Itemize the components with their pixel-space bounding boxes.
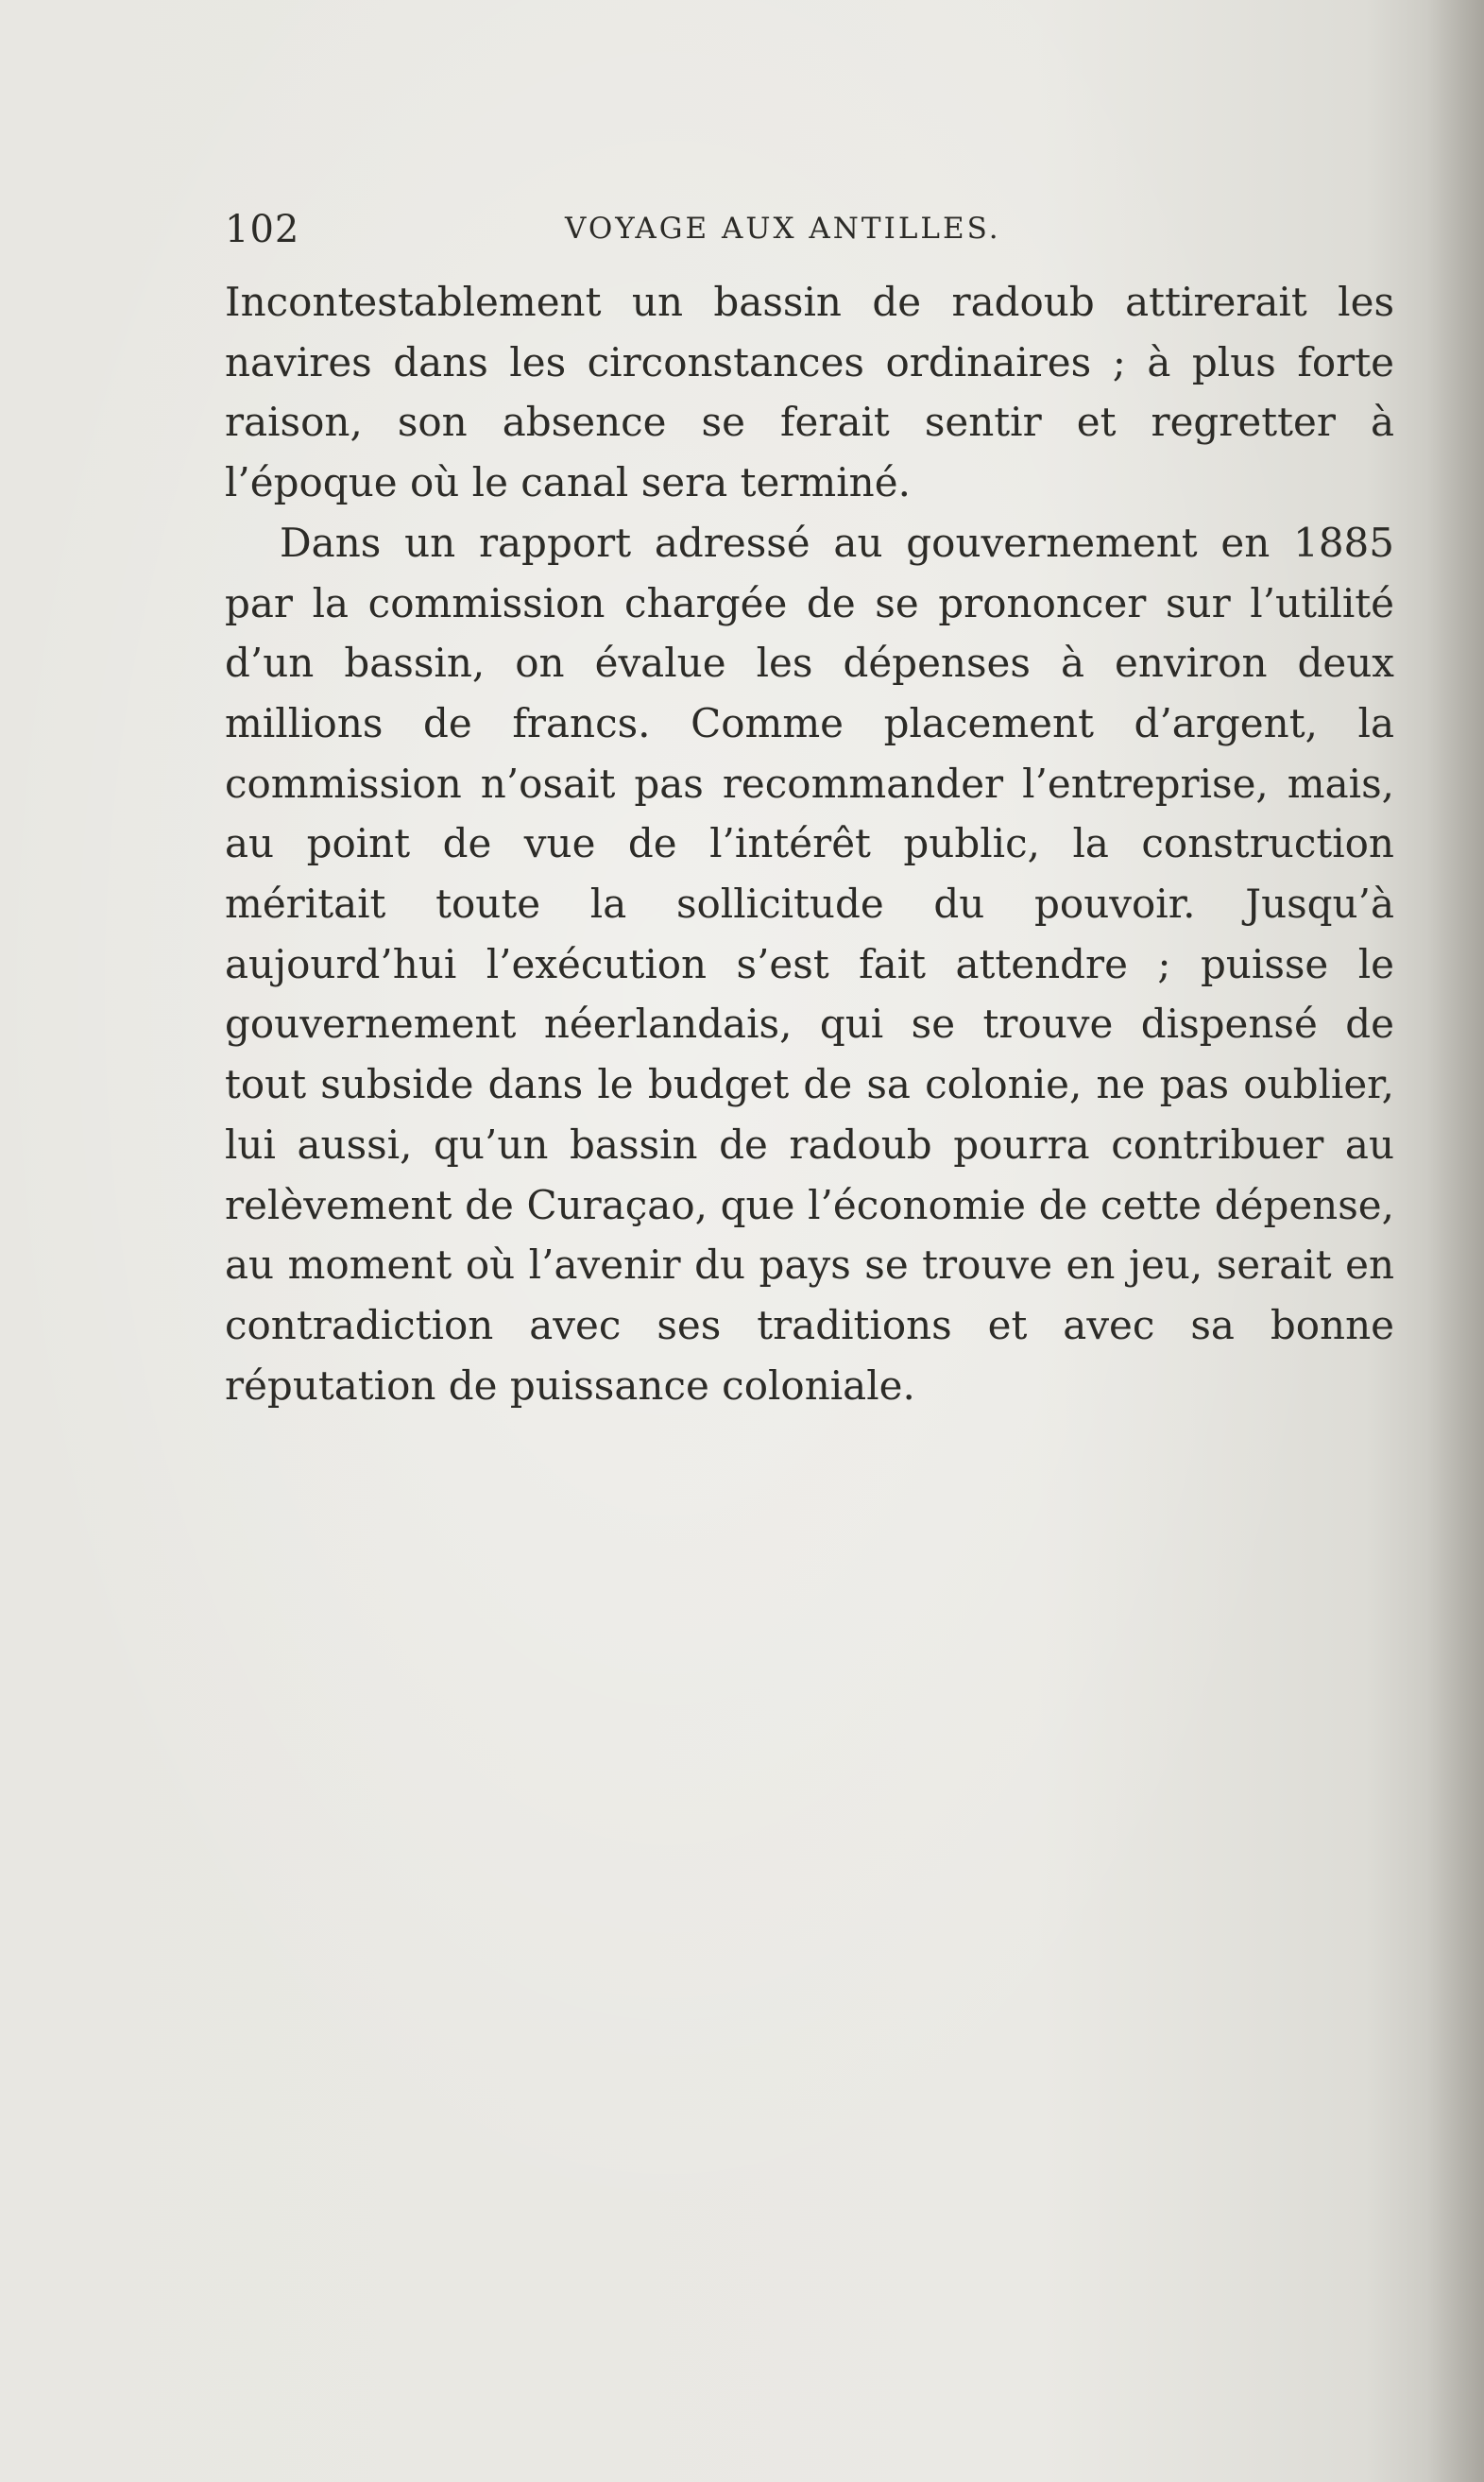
page-number: 102: [225, 208, 300, 251]
paragraph-1: Incontestablement un bassin de radoub attirerait les navires dans les circonstances ordinaires ; à plus forte raison, son absence se ferait sentir et regretter à l’époque où le canal sera terminé.: [225, 279, 1394, 506]
page-header: [225, 198, 1396, 255]
running-title: VOYAGE AUX ANTILLES.: [565, 212, 1001, 246]
paragraph-2: Dans un rapport adressé au gouvernement en 1885 par la commission chargée de se prononcer sur l’utilité d’un bassin, on évalue les dépenses à environ deux millions de francs. Comme placement d’argent, la commission n’osait pas recommander l’entreprise, mais, au point de vue de l’intérêt public, la construction méritait toute la sollicitude du pouvoir. Jusqu’à aujourd’hui l’exécution s’est fait attendre ; puisse le gouvernement néerlandais, qui se trouve dispensé de tout subside dans le budget de sa colonie, ne pas oublier, lui aussi, qu’un bassin de radoub pourra contribuer au relèvement de Curaçao, que l’économie de cette dépense, au moment où l’avenir du pays se trouve en jeu, serait en contradiction avec ses traditions et avec sa bonne réputation de puissance coloniale.: [225, 519, 1394, 1409]
body-text: [225, 272, 1394, 1415]
